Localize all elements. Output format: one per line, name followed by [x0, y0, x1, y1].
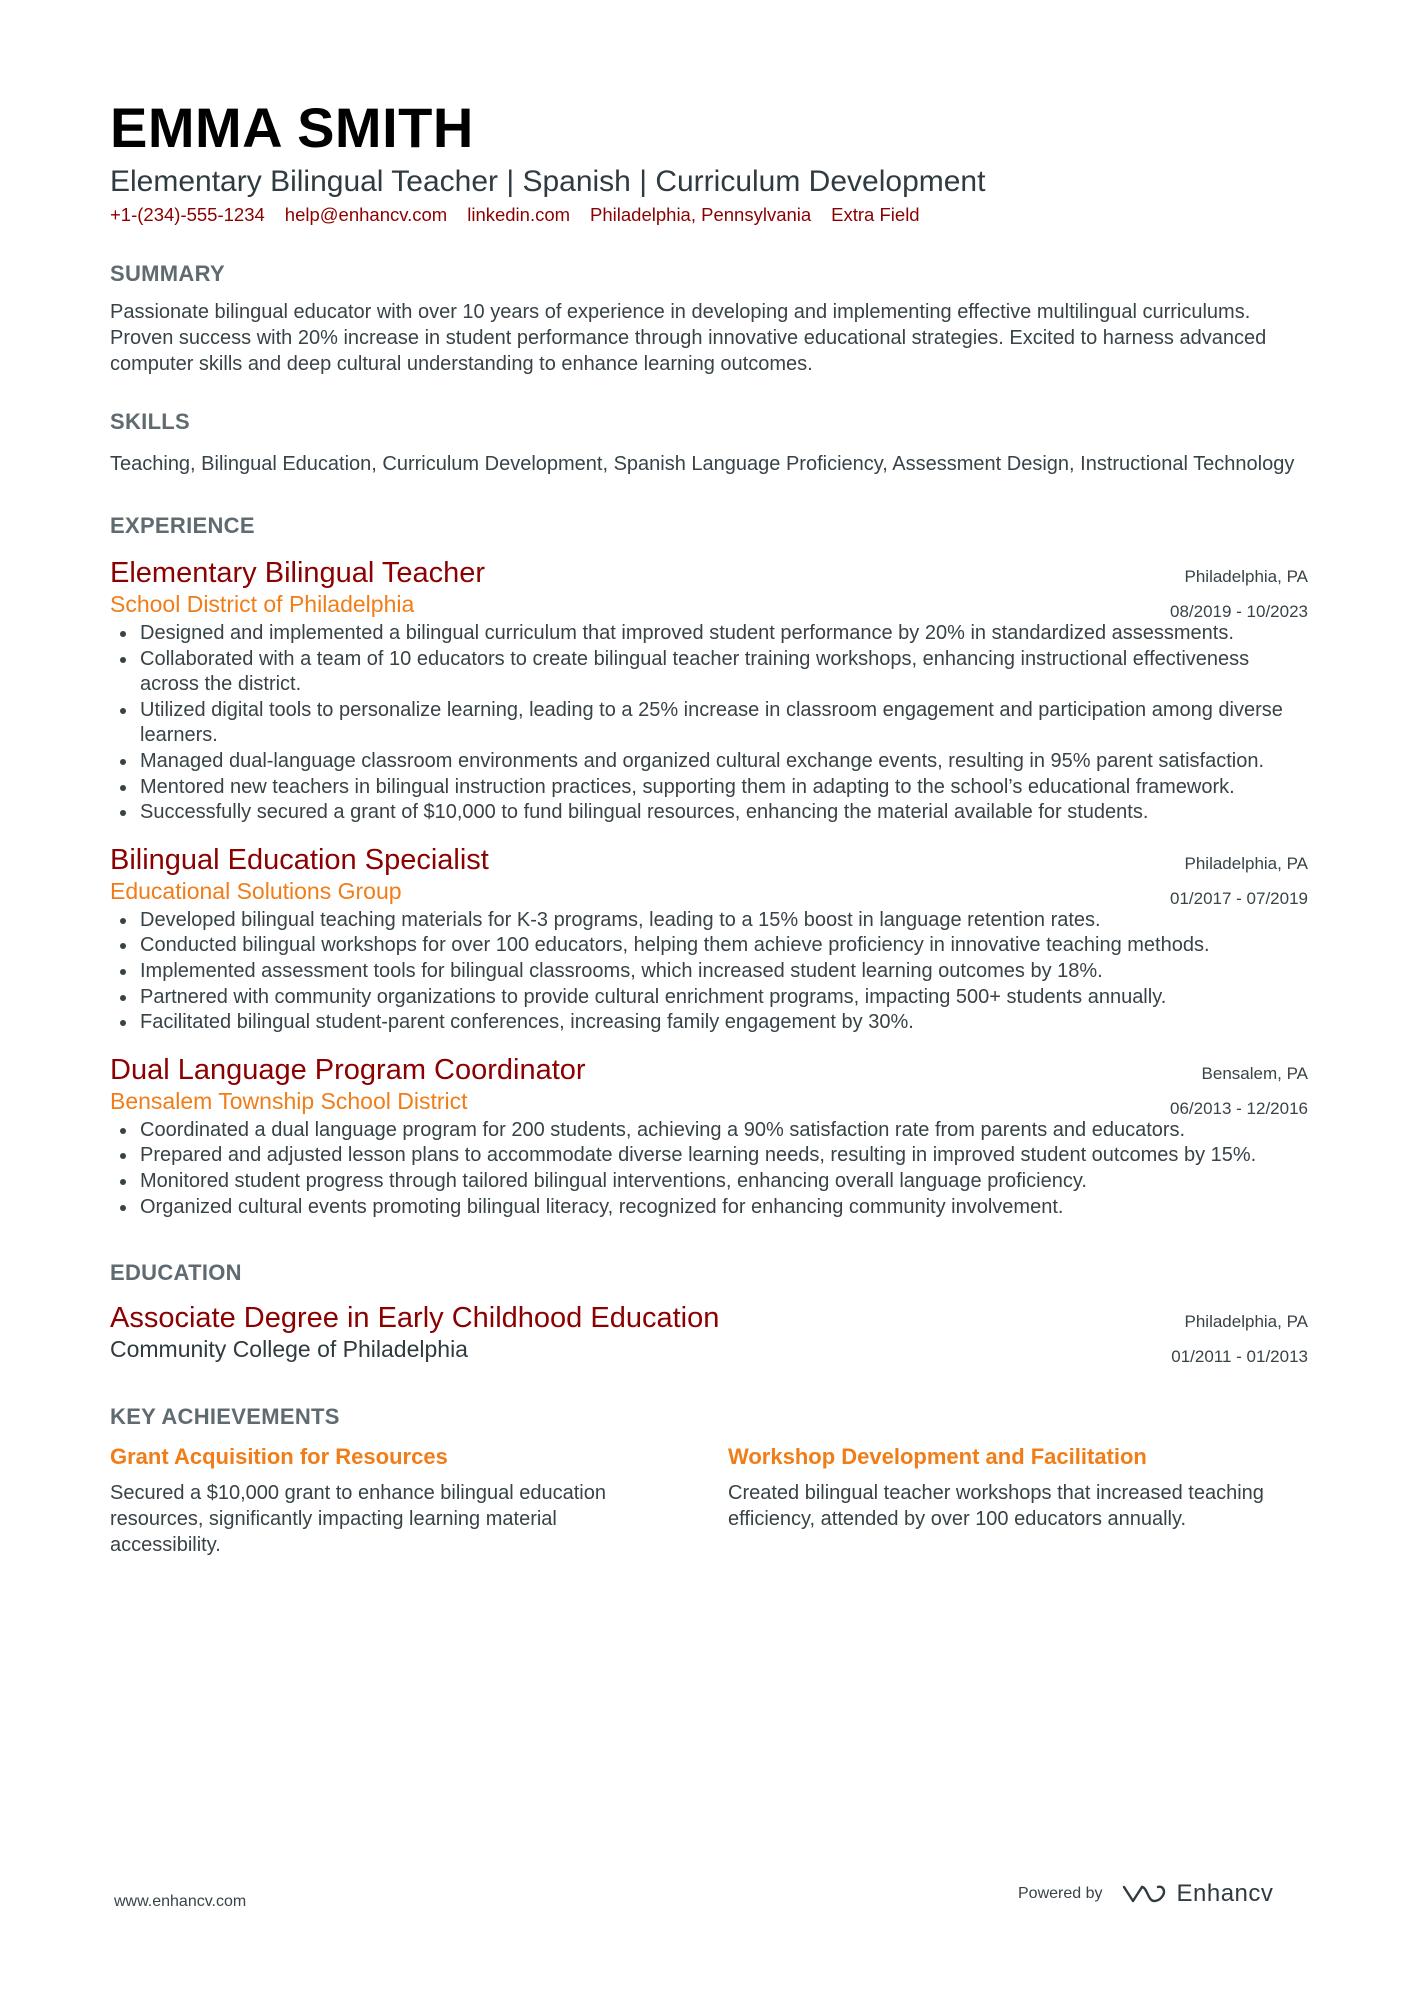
section-title-experience: EXPERIENCE: [110, 513, 255, 538]
section-title-skills: SKILLS: [110, 409, 191, 434]
job-bullet: • Developed bilingual teaching materials for K-3 programs, leading to a 15% boost in language retention rates.: [138, 908, 1308, 934]
job-bullet: • Conducted bilingual workshops for over 100 educators, helping them achieve proficiency in innovative teaching methods.: [138, 933, 1308, 959]
footer-website[interactable]: www.enhancv.com: [114, 1893, 247, 1910]
achievement-description: Created bilingual teacher workshops that increased teaching efficiency, attended by over 100 educators annually.: [728, 1482, 1264, 1531]
brand-logo[interactable]: [1121, 1880, 1274, 1908]
skills-text: Teaching, Bilingual Education, Curriculum Development, Spanish Language Proficiency, Assessment Design, Instructional Technology: [110, 453, 1295, 475]
contact-email[interactable]: help@enhancv.com: [284, 204, 448, 225]
experience-entry: [110, 842, 1308, 1036]
contact-phone[interactable]: +1-(234)-555-1234: [110, 204, 265, 225]
job-bullet: • Utilized digital tools to personalize learning, leading to a 25% increase in classroom engagement and participation among diverse learners.: [138, 698, 1308, 749]
job-bullet: • Coordinated a dual language program for 200 students, achieving a 90% satisfaction rate from parents and educators.: [138, 1118, 1308, 1144]
job-bullets: [110, 908, 1308, 1036]
job-bullet: • Mentored new teachers in bilingual instruction practices, supporting them in adapting to the school’s educational framework.: [138, 775, 1308, 801]
footer-branding: [1018, 1880, 1273, 1908]
summary-section: [110, 259, 1308, 377]
education-section: [110, 1258, 1308, 1367]
job-bullets: [110, 1118, 1308, 1220]
header: [110, 95, 1308, 229]
achievement-description: Secured a $10,000 grant to enhance bilingual education resources, significantly impacting learning material accessibility.: [110, 1482, 606, 1557]
job-location: Bensalem, PA: [1201, 1063, 1308, 1083]
education-entry: [110, 1300, 1308, 1367]
school-name: Community College of Philadelphia: [110, 1336, 468, 1363]
job-company: School District of Philadelphia: [110, 591, 415, 617]
job-dates: 01/2017 - 07/2019: [1169, 888, 1308, 908]
job-bullet: • Prepared and adjusted lesson plans to accommodate diverse learning needs, resulting in improved student outcomes by 15%.: [138, 1143, 1308, 1169]
section-title-education: EDUCATION: [110, 1260, 242, 1286]
job-bullet: • Successfully secured a grant of $10,000 to fund bilingual resources, enhancing the material available for students.: [138, 800, 1308, 826]
summary-text: Passionate bilingual educator with over 10 years of experience in developing and implementing effective multilingual curriculums. Proven success with 20% increase in student performance through innovative educational strategies. Excited to harness advanced computer skills and deep cultural understanding to enhance learning outcomes.: [110, 301, 1267, 375]
job-meta: [1170, 559, 1308, 629]
job-bullet: • Designed and implemented a bilingual curriculum that improved student performance by 20% in standardized assessments.: [138, 621, 1308, 647]
job-bullet: • Monitored student progress through tailored bilingual interventions, enhancing overall language proficiency.: [138, 1169, 1308, 1195]
job-title: Dual Language Program Coordinator: [110, 1053, 586, 1086]
achievement-item: [110, 1442, 670, 1558]
experience-entry: [110, 555, 1308, 826]
achievement-title: Workshop Development and Facilitation: [728, 1444, 1147, 1470]
job-dates: 08/2019 - 10/2023: [1169, 602, 1308, 621]
education-location: Philadelphia, PA: [1184, 1312, 1308, 1332]
contact-location: Philadelphia, Pennsylvania: [590, 204, 812, 225]
job-meta: [1170, 846, 1308, 916]
enhancv-logo-icon: [1121, 1881, 1167, 1907]
achievements-section: [110, 1402, 1308, 1558]
achievements-grid: [110, 1442, 1308, 1558]
experience-entry: [110, 1052, 1308, 1220]
experience-section: [110, 511, 1308, 1220]
section-title-summary: SUMMARY: [110, 261, 225, 286]
contact-line: [110, 201, 1308, 229]
job-dates: 06/2013 - 12/2016: [1169, 1098, 1308, 1118]
job-location: Philadelphia, PA: [1184, 567, 1308, 586]
candidate-name: EMMA SMITH: [110, 96, 474, 159]
job-bullet: • Managed dual-language classroom environments and organized cultural exchange events, resulting in 95% parent satisfaction.: [138, 749, 1308, 775]
job-company: Bensalem Township School District: [110, 1087, 468, 1114]
job-bullet: • Organized cultural events promoting bilingual literacy, recognized for enhancing community involvement.: [138, 1195, 1308, 1221]
powered-by-label: Powered by: [1018, 1885, 1103, 1902]
job-title: Elementary Bilingual Teacher: [110, 557, 486, 589]
resume-page: [110, 95, 1308, 1558]
education-dates: 01/2011 - 01/2013: [1171, 1347, 1308, 1367]
brand-name: Enhancv: [1176, 1880, 1274, 1907]
job-bullets: [110, 621, 1308, 826]
job-bullet: • Facilitated bilingual student-parent conferences, increasing family engagement by 30%.: [138, 1010, 1308, 1036]
job-bullet: • Implemented assessment tools for bilingual classrooms, which increased student learning outcomes by 18%.: [138, 959, 1308, 985]
job-title: Bilingual Education Specialist: [110, 843, 489, 876]
job-bullet: • Partnered with community organizations to provide cultural enrichment programs, impacting 500+ students annually.: [138, 985, 1308, 1011]
section-title-achievements: KEY ACHIEVEMENTS: [110, 1404, 340, 1430]
degree-title: Associate Degree in Early Childhood Education: [110, 1302, 720, 1335]
job-company: Educational Solutions Group: [110, 877, 402, 904]
education-meta: [1171, 1304, 1308, 1374]
contact-extra-field: Extra Field: [831, 204, 920, 225]
job-location: Philadelphia, PA: [1184, 853, 1308, 873]
achievement-item: [728, 1442, 1288, 1558]
job-meta: [1170, 1056, 1308, 1126]
achievement-title: Grant Acquisition for Resources: [110, 1444, 448, 1470]
skills-section: [110, 407, 1308, 477]
contact-linkedin[interactable]: linkedin.com: [467, 204, 571, 225]
candidate-subtitle: Elementary Bilingual Teacher | Spanish | Curriculum Development: [110, 165, 986, 198]
job-bullet: • Collaborated with a team of 10 educators to create bilingual teacher training workshops, enhancing instructional effectiveness across the district.: [138, 647, 1308, 698]
